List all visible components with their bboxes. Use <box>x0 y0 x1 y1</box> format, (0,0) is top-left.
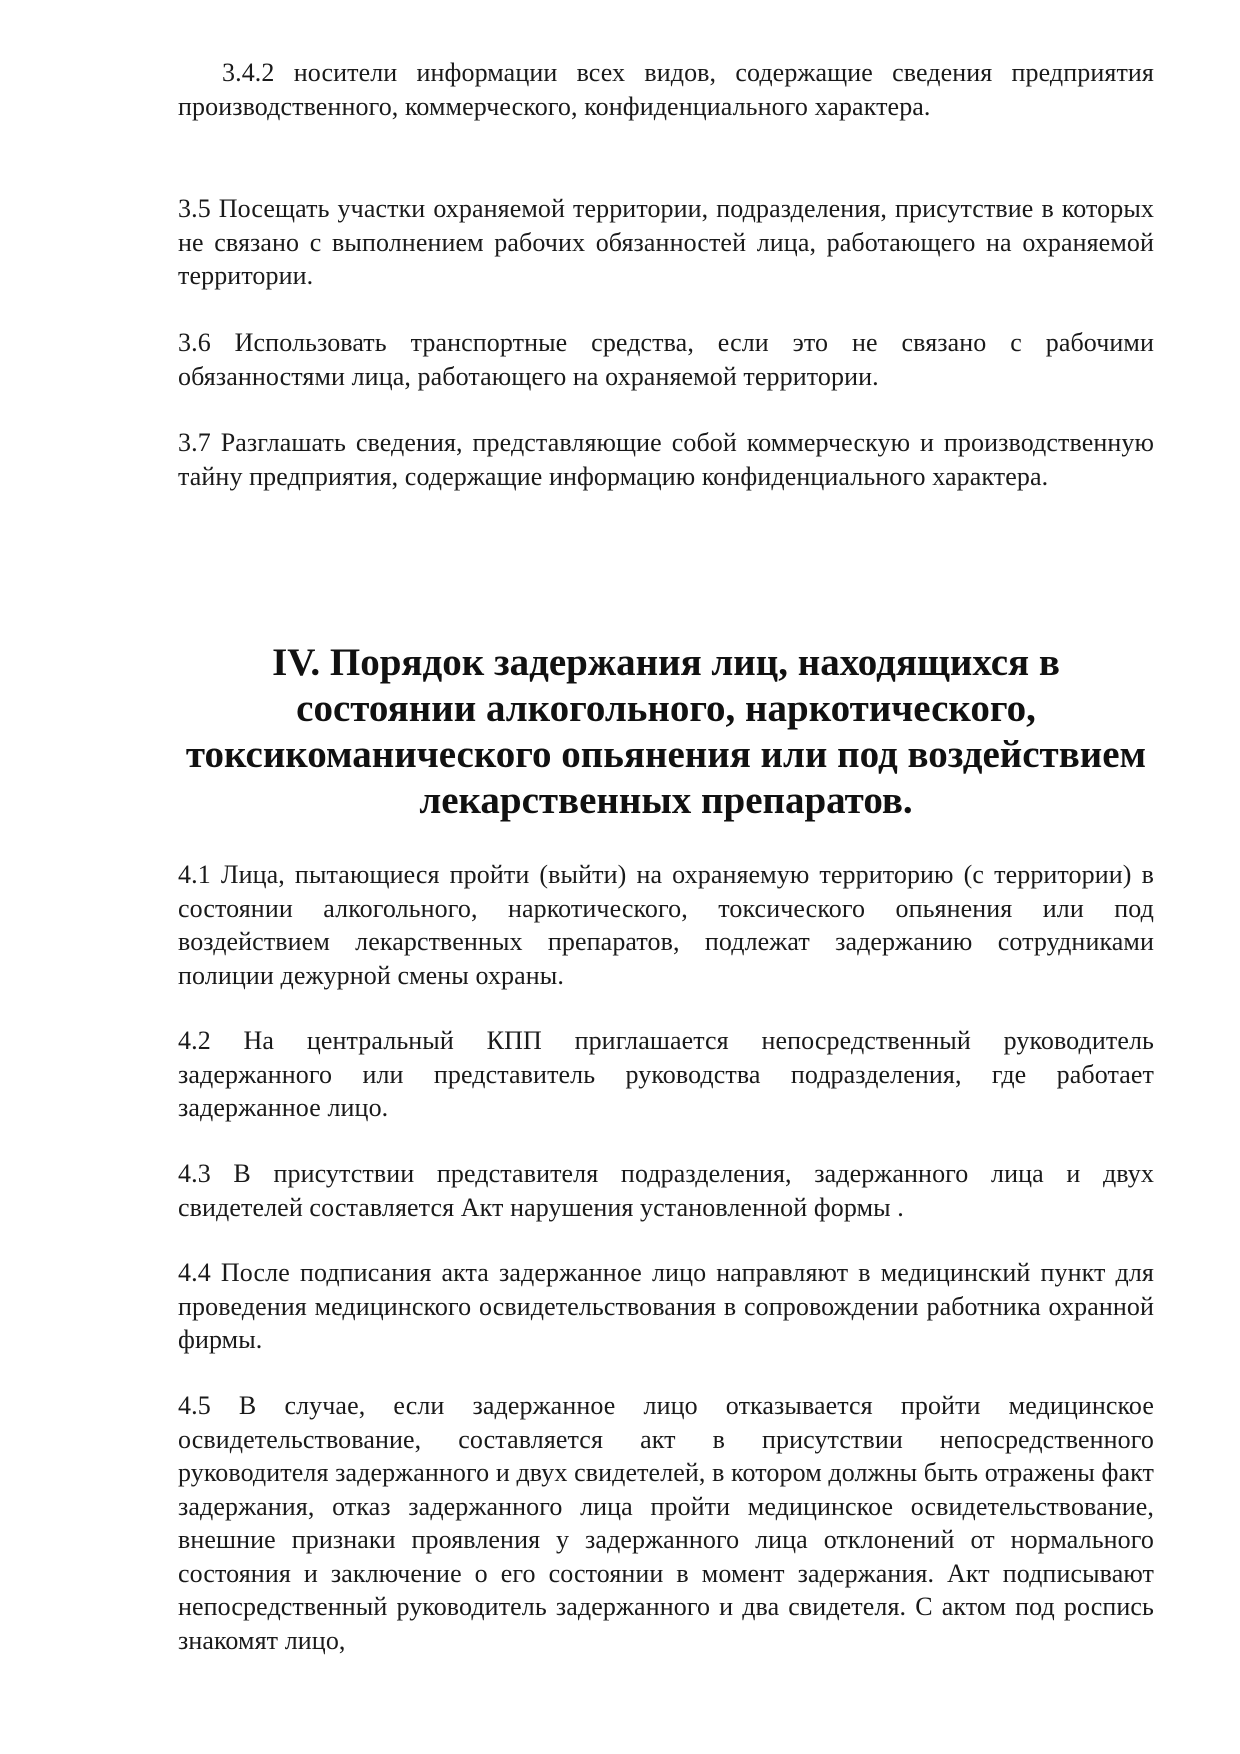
paragraph-4-4: 4.4 После подписания акта задержанное лицо направляют в медицинский пункт для проведения медицинского освидетельствования в сопровождении работника охранной фирмы. <box>178 1258 1154 1354</box>
section-4-heading: IV. Порядок задержания лиц, находящихся в состоянии алкогольного, наркотического, токсикоманического опьянения или под воздействием лекарственных препаратов. <box>185 641 1147 822</box>
paragraph-3-7: 3.7 Разглашать сведения, представляющие собой коммерческую и производственную тайну предприятия, содержащие информацию конфиденциального характера. <box>178 428 1154 491</box>
paragraph-3-4-2: 3.4.2 носители информации всех видов, содержащие сведения предприятия производственного, коммерческого, конфиденциального характера. <box>178 58 1154 121</box>
paragraph-3-6: 3.6 Использовать транспортные средства, если это не связано с рабочими обязанностями лица, работающего на охраняемой территории. <box>178 328 1154 391</box>
paragraph-4-5: 4.5 В случае, если задержанное лицо отказывается пройти медицинское освидетельствование, составляется акт в присутствии непосредственного руководителя задержанного и двух свидетелей, в котором должны быть отражены факт задержания, отказ задержанного лица пройти медицинское освидетельствование, внешние признаки проявления у задержанного лица отклонений от нормального состояния и заключение о его состоянии в момент задержания. Акт подписывают непосредственный руководитель задержанного и два свидетеля. С актом под роспись знакомят лицо, <box>178 1391 1154 1655</box>
paragraph-4-3: 4.3 В присутствии представителя подразделения, задержанного лица и двух свидетелей составляется Акт нарушения установленной формы . <box>178 1159 1154 1222</box>
paragraph-4-2: 4.2 На центральный КПП приглашается непосредственный руководитель задержанного или представитель руководства подразделения, где работает задержанное лицо. <box>178 1026 1154 1122</box>
paragraph-3-5: 3.5 Посещать участки охраняемой территории, подразделения, присутствие в которых не связано с выполнением рабочих обязанностей лица, работающего на охраняемой территории. <box>178 194 1154 290</box>
paragraph-4-1: 4.1 Лица, пытающиеся пройти (выйти) на охраняемую территорию (с территории) в состоянии алкогольного, наркотического, токсического опьянения или под воздействием лекарственных препаратов, подлежат задержанию сотрудниками полиции дежурной смены охраны. <box>178 860 1154 990</box>
